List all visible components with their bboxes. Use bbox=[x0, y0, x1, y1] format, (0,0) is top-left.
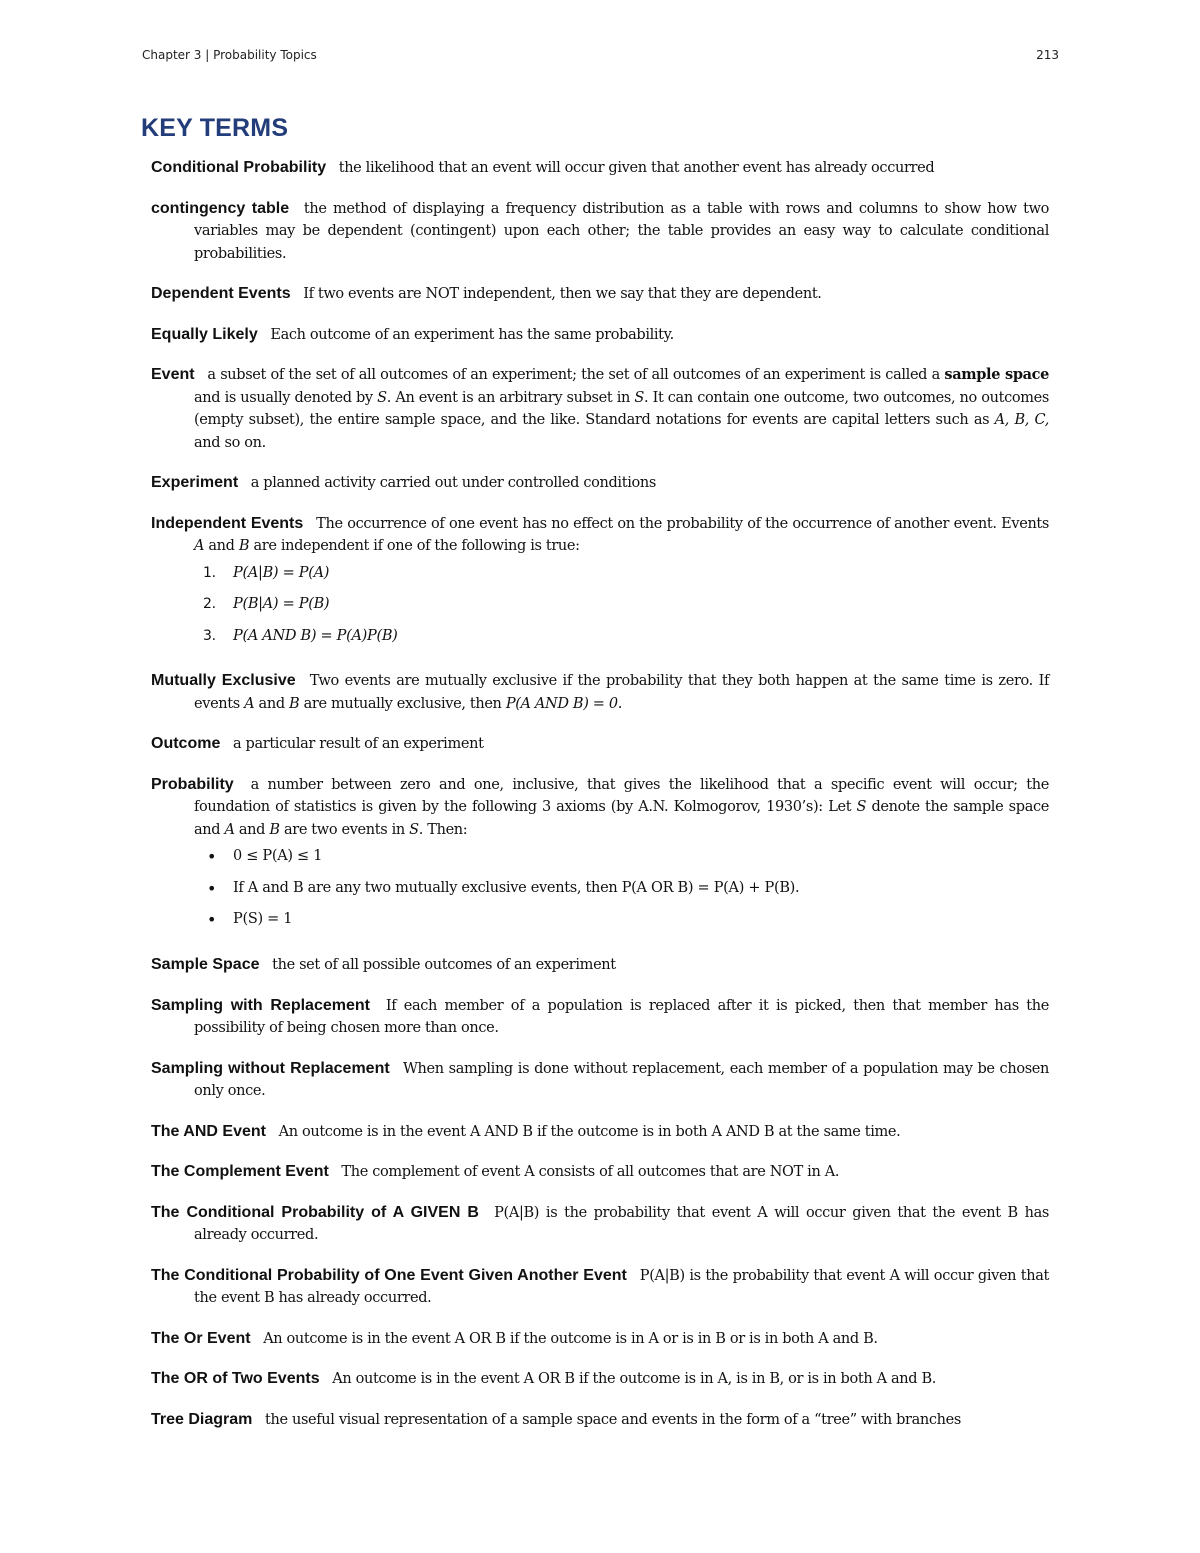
definition-text: . It can contain one outcome, two outcomes, no outcomes (empty subset), the entire sample space, and the like. Standard notations for events are capital letters such as bbox=[194, 389, 1050, 428]
term-definition bbox=[194, 516, 1049, 555]
term-name: The OR of Two Events bbox=[151, 1370, 320, 1388]
formula: P(B|A) = P(B) bbox=[233, 596, 330, 613]
term-experiment bbox=[151, 472, 1049, 495]
term-definition: the useful visual representation of a sample space and events in the form of a “tree” with branches bbox=[265, 1411, 961, 1428]
term-independent-events bbox=[151, 513, 1049, 653]
key-terms-list bbox=[151, 157, 1049, 1449]
term-sampling-without-replacement bbox=[151, 1058, 1049, 1103]
term-definition: the set of all possible outcomes of an experiment bbox=[272, 957, 616, 974]
running-header bbox=[142, 48, 1059, 62]
definition-text: are mutually exclusive, then bbox=[303, 695, 502, 712]
term-dependent-events bbox=[151, 283, 1049, 306]
definition-text: are two events in bbox=[283, 821, 405, 838]
term-name: The Complement Event bbox=[151, 1163, 329, 1181]
term-name: Outcome bbox=[151, 735, 221, 753]
bullet-marker: • bbox=[207, 847, 217, 867]
term-definition: An outcome is in the event A OR B if the outcome is in A or is in B or is in both A and B. bbox=[263, 1330, 878, 1347]
term-definition: When sampling is done without replacement, each member of a population may be chosen only once. bbox=[194, 1060, 1050, 1100]
math-symbol: A bbox=[244, 695, 255, 712]
term-definition bbox=[194, 777, 1049, 838]
term-mutually-exclusive bbox=[151, 670, 1049, 715]
definition-text: a number between zero and one, inclusive, that gives the likelihood that a specific event will occur; the foundation of statistics is given by the following 3 axioms (by A.N. Kolmogorov, 1930’s): Let bbox=[194, 776, 1050, 816]
definition-text: denote the sample space and bbox=[194, 799, 1049, 838]
list-marker: 1. bbox=[203, 564, 216, 581]
axiom-text: 0 ≤ P(A) ≤ 1 bbox=[233, 848, 323, 865]
term-complement-event bbox=[151, 1161, 1049, 1184]
formula: P(A AND B) = P(A)P(B) bbox=[233, 627, 398, 644]
term-outcome bbox=[151, 733, 1049, 756]
axiom-text: P(S) = 1 bbox=[233, 911, 293, 928]
term-name: Sampling with Replacement bbox=[151, 996, 370, 1014]
list-item bbox=[194, 841, 1049, 873]
list-item bbox=[194, 558, 1049, 590]
bullet-marker: • bbox=[207, 878, 217, 898]
section-title: KEY TERMS bbox=[141, 114, 289, 142]
term-definition: the likelihood that an event will occur given that another event has already occurred bbox=[338, 160, 935, 176]
term-equally-likely bbox=[151, 324, 1049, 347]
term-and-event bbox=[151, 1121, 1049, 1144]
term-name: Probability bbox=[151, 775, 234, 793]
term-definition: P(A|B) is the probability that event A will occur given that the event B has already occurred. bbox=[194, 1204, 1050, 1244]
term-definition: The complement of event A consists of all outcomes that are NOT in A. bbox=[341, 1164, 840, 1181]
chapter-title: Chapter 3 | Probability Topics bbox=[142, 48, 317, 62]
term-tree-diagram bbox=[151, 1409, 1049, 1432]
term-definition bbox=[194, 673, 1049, 712]
math-symbol: S bbox=[377, 389, 387, 406]
list-item bbox=[194, 904, 1049, 936]
list-marker: 2. bbox=[203, 596, 216, 613]
term-conditional-probability bbox=[151, 157, 1049, 180]
term-name: Conditional Probability bbox=[151, 159, 327, 176]
list-marker: 3. bbox=[203, 627, 216, 644]
math-symbol: A bbox=[194, 538, 205, 554]
definition-text: . An event is an arbitrary subset in bbox=[386, 389, 630, 406]
math-symbol: B bbox=[238, 538, 250, 554]
term-probability bbox=[151, 774, 1049, 936]
list-item bbox=[194, 589, 1049, 621]
term-definition: P(A|B) is the probability that event A will occur given that the event B has already occurred. bbox=[194, 1267, 1049, 1307]
formula: P(A AND B) = 0. bbox=[505, 695, 622, 712]
term-conditional-one-given-another bbox=[151, 1265, 1049, 1310]
math-symbol: S bbox=[409, 821, 419, 838]
definition-text: and bbox=[258, 695, 285, 712]
definition-text: . Then: bbox=[418, 821, 468, 838]
term-or-event bbox=[151, 1328, 1049, 1351]
term-name: The AND Event bbox=[151, 1122, 266, 1140]
page-number: 213 bbox=[1036, 48, 1059, 62]
list-item bbox=[194, 621, 1049, 653]
term-event bbox=[151, 364, 1049, 454]
term-definition: a particular result of an experiment bbox=[232, 736, 484, 753]
term-name: Experiment bbox=[151, 474, 239, 491]
definition-text: Two events are mutually exclusive if the probability that they both happen at the same time is zero. If events bbox=[194, 673, 1050, 712]
term-name: Dependent Events bbox=[151, 285, 291, 302]
definition-text: a subset of the set of all outcomes of an experiment; the set of all outcomes of an experiment is called a bbox=[207, 367, 940, 383]
definition-text: and bbox=[208, 538, 235, 554]
term-name: Tree Diagram bbox=[151, 1410, 253, 1428]
math-symbol: A, B, C, bbox=[994, 412, 1049, 428]
term-name: The Conditional Probability of A GIVEN B bbox=[151, 1203, 479, 1221]
term-name: The Or Event bbox=[151, 1329, 251, 1347]
term-contingency-table bbox=[151, 198, 1049, 266]
math-symbol: B bbox=[269, 821, 280, 838]
term-conditional-a-given-b bbox=[151, 1202, 1049, 1247]
math-symbol: S bbox=[856, 799, 867, 816]
math-symbol: A bbox=[224, 821, 235, 838]
term-or-of-two-events bbox=[151, 1368, 1049, 1391]
term-sampling-with-replacement bbox=[151, 995, 1049, 1040]
bullet-marker: • bbox=[207, 910, 217, 930]
numbered-list bbox=[194, 558, 1049, 653]
definition-text: and so on. bbox=[194, 434, 266, 451]
axiom-text: If A and B are any two mutually exclusive events, then P(A OR B) = P(A) + P(B). bbox=[233, 879, 800, 896]
term-name: Independent Events bbox=[151, 514, 304, 532]
definition-text: The occurrence of one event has no effect on the probability of the occurrence of another event. Events bbox=[316, 515, 1049, 532]
term-definition: Each outcome of an experiment has the same probability. bbox=[270, 326, 674, 343]
term-definition: the method of displaying a frequency distribution as a table with rows and columns to show how two variables may be dependent (contingent) upon each other; the table provides an easy way to calculate conditional probabilities. bbox=[194, 200, 1050, 262]
definition-text: and is usually denoted by bbox=[194, 389, 373, 406]
term-name: Equally Likely bbox=[151, 325, 258, 343]
term-definition: An outcome is in the event A OR B if the outcome is in A, is in B, or is in both A and B. bbox=[332, 1371, 937, 1388]
term-name: Sample Space bbox=[151, 956, 260, 974]
math-symbol: S bbox=[634, 389, 644, 406]
term-name: The Conditional Probability of One Event Given Another Event bbox=[151, 1266, 627, 1284]
bullet-list bbox=[194, 841, 1049, 936]
bold-term: sample space bbox=[944, 366, 1050, 383]
term-name: Sampling without Replacement bbox=[151, 1059, 390, 1077]
definition-text: and bbox=[238, 821, 266, 838]
term-sample-space bbox=[151, 954, 1049, 977]
term-name: Mutually Exclusive bbox=[151, 672, 296, 690]
math-symbol: B bbox=[289, 695, 300, 712]
term-definition: If each member of a population is replaced after it is picked, then that member has the possibility of being chosen more than once. bbox=[194, 997, 1050, 1037]
term-definition bbox=[194, 367, 1049, 451]
term-name: contingency table bbox=[151, 199, 290, 217]
term-definition: An outcome is in the event A AND B if the outcome is in both A AND B at the same time. bbox=[278, 1123, 901, 1140]
term-definition: If two events are NOT independent, then we say that they are dependent. bbox=[303, 286, 822, 302]
list-item bbox=[194, 873, 1049, 905]
term-definition: a planned activity carried out under controlled conditions bbox=[250, 475, 656, 491]
definition-text: are independent if one of the following is true: bbox=[253, 538, 580, 554]
formula: P(A|B) = P(A) bbox=[233, 564, 330, 581]
term-name: Event bbox=[151, 366, 195, 383]
